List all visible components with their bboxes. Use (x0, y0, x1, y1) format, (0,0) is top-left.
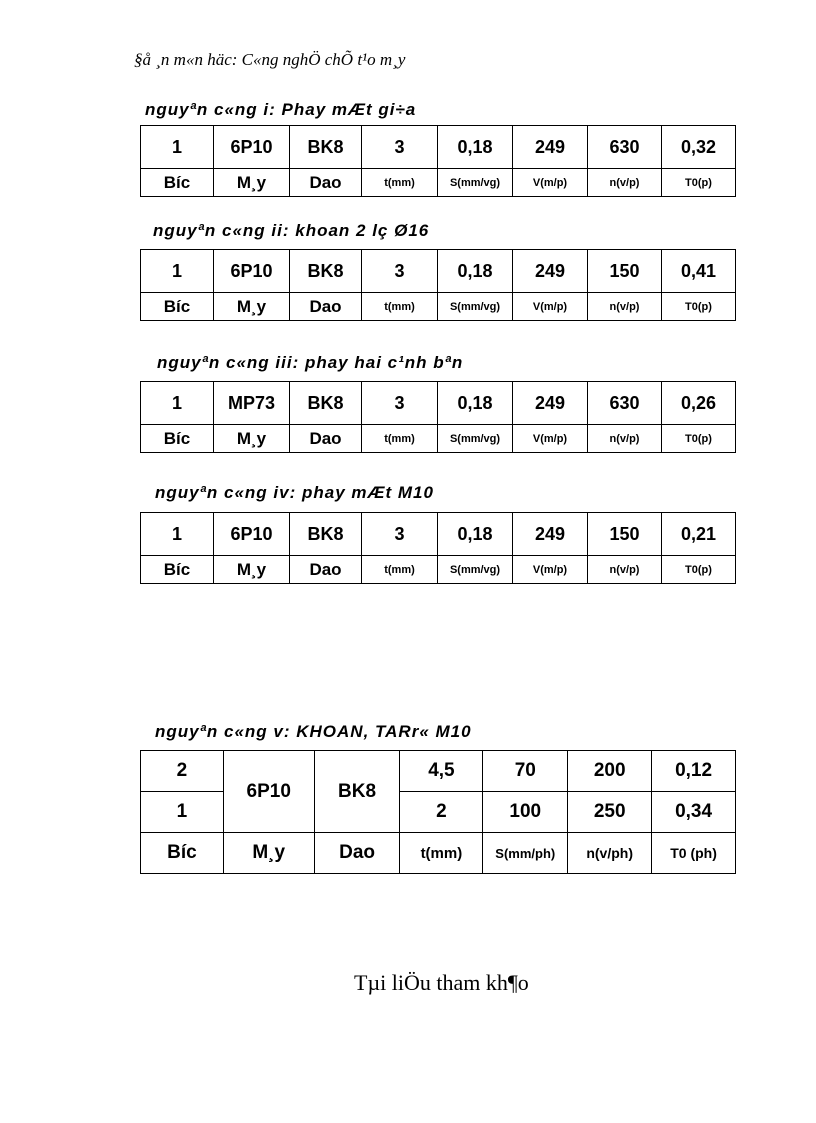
cell: 0,18 (438, 250, 513, 293)
label-cell: V(m/p) (513, 425, 588, 453)
cell: 0,32 (662, 126, 736, 169)
section-title-5: nguyªn c«ng v: KHOAN, TARr« M10 (155, 722, 472, 741)
label-cell: V(m/p) (513, 556, 588, 584)
cell: BK8 (290, 126, 362, 169)
cell: 6P10 (223, 751, 314, 833)
label-cell: S(mm/vg) (438, 293, 513, 321)
cell: MP73 (214, 382, 290, 425)
label-cell: T0(p) (662, 556, 736, 584)
label-cell: M¸y (214, 293, 290, 321)
label-cell: t(mm) (400, 833, 483, 874)
section-title-1: nguyªn c«ng i: Phay mÆt gi÷a (145, 100, 417, 119)
label-cell: T0 (ph) (652, 833, 736, 874)
cell: 1 (141, 792, 224, 833)
section-title-2: nguyªn c«ng ii: khoan 2 lç Ø16 (153, 221, 430, 240)
cell: 150 (588, 513, 662, 556)
label-cell: t(mm) (362, 425, 438, 453)
label-cell: M¸y (214, 425, 290, 453)
cell: 2 (141, 751, 224, 792)
references-heading: Tµi liÖu tham kh¶o (354, 970, 529, 995)
cell: 3 (362, 250, 438, 293)
cell: 0,18 (438, 126, 513, 169)
label-cell: Bíc (141, 425, 214, 453)
label-cell: Dao (314, 833, 400, 874)
label-cell: V(m/p) (513, 293, 588, 321)
cell: 249 (513, 250, 588, 293)
label-cell: M¸y (214, 169, 290, 197)
label-cell: Bíc (141, 169, 214, 197)
operation-table-2 (140, 249, 736, 321)
label-cell: M¸y (223, 833, 314, 874)
cell: 6P10 (214, 126, 290, 169)
cell: 249 (513, 513, 588, 556)
label-cell: Bíc (141, 556, 214, 584)
cell: 630 (588, 126, 662, 169)
section-title-3: nguyªn c«ng iii: phay hai c¹nh bªn (157, 353, 464, 372)
label-cell: Bíc (141, 833, 224, 874)
cell: 0,18 (438, 513, 513, 556)
label-cell: S(mm/vg) (438, 556, 513, 584)
label-cell: t(mm) (362, 293, 438, 321)
cell: 3 (362, 513, 438, 556)
label-cell: T0(p) (662, 293, 736, 321)
cell: 70 (483, 751, 568, 792)
cell: 0,18 (438, 382, 513, 425)
operation-table-1 (140, 125, 736, 197)
cell: 0,26 (662, 382, 736, 425)
label-cell: t(mm) (362, 169, 438, 197)
label-cell: V(m/p) (513, 169, 588, 197)
label-cell: Dao (290, 169, 362, 197)
page-header: §å ¸n m«n häc: C«ng nghÖ chÕ t¹o m¸y (134, 50, 406, 69)
label-cell: S(mm/vg) (438, 425, 513, 453)
label-cell: T0(p) (662, 169, 736, 197)
cell: BK8 (314, 751, 400, 833)
label-cell: n(v/p) (588, 169, 662, 197)
label-cell: S(mm/ph) (483, 833, 568, 874)
label-cell: M¸y (214, 556, 290, 584)
label-cell: n(v/ph) (568, 833, 652, 874)
cell: 6P10 (214, 513, 290, 556)
cell: 3 (362, 382, 438, 425)
label-cell: Dao (290, 293, 362, 321)
cell: 1 (141, 382, 214, 425)
cell: 1 (141, 126, 214, 169)
section-title-4: nguyªn c«ng iv: phay mÆt M10 (155, 483, 434, 502)
cell: 0,34 (652, 792, 736, 833)
label-cell: t(mm) (362, 556, 438, 584)
cell: 1 (141, 250, 214, 293)
operation-table-4 (140, 512, 736, 584)
label-cell: n(v/p) (588, 425, 662, 453)
cell: 100 (483, 792, 568, 833)
cell: 0,21 (662, 513, 736, 556)
cell: 1 (141, 513, 214, 556)
label-cell: Dao (290, 425, 362, 453)
cell: 6P10 (214, 250, 290, 293)
cell: 630 (588, 382, 662, 425)
cell: 150 (588, 250, 662, 293)
cell: BK8 (290, 513, 362, 556)
cell: 0,12 (652, 751, 736, 792)
cell: BK8 (290, 250, 362, 293)
cell: BK8 (290, 382, 362, 425)
operation-table-3 (140, 381, 736, 453)
label-cell: T0(p) (662, 425, 736, 453)
cell: 200 (568, 751, 652, 792)
cell: 3 (362, 126, 438, 169)
cell: 0,41 (662, 250, 736, 293)
label-cell: Bíc (141, 293, 214, 321)
cell: 4,5 (400, 751, 483, 792)
label-cell: Dao (290, 556, 362, 584)
label-cell: n(v/p) (588, 293, 662, 321)
cell: 249 (513, 382, 588, 425)
label-cell: n(v/p) (588, 556, 662, 584)
cell: 249 (513, 126, 588, 169)
operation-table-5 (140, 750, 736, 874)
cell: 250 (568, 792, 652, 833)
cell: 2 (400, 792, 483, 833)
label-cell: S(mm/vg) (438, 169, 513, 197)
